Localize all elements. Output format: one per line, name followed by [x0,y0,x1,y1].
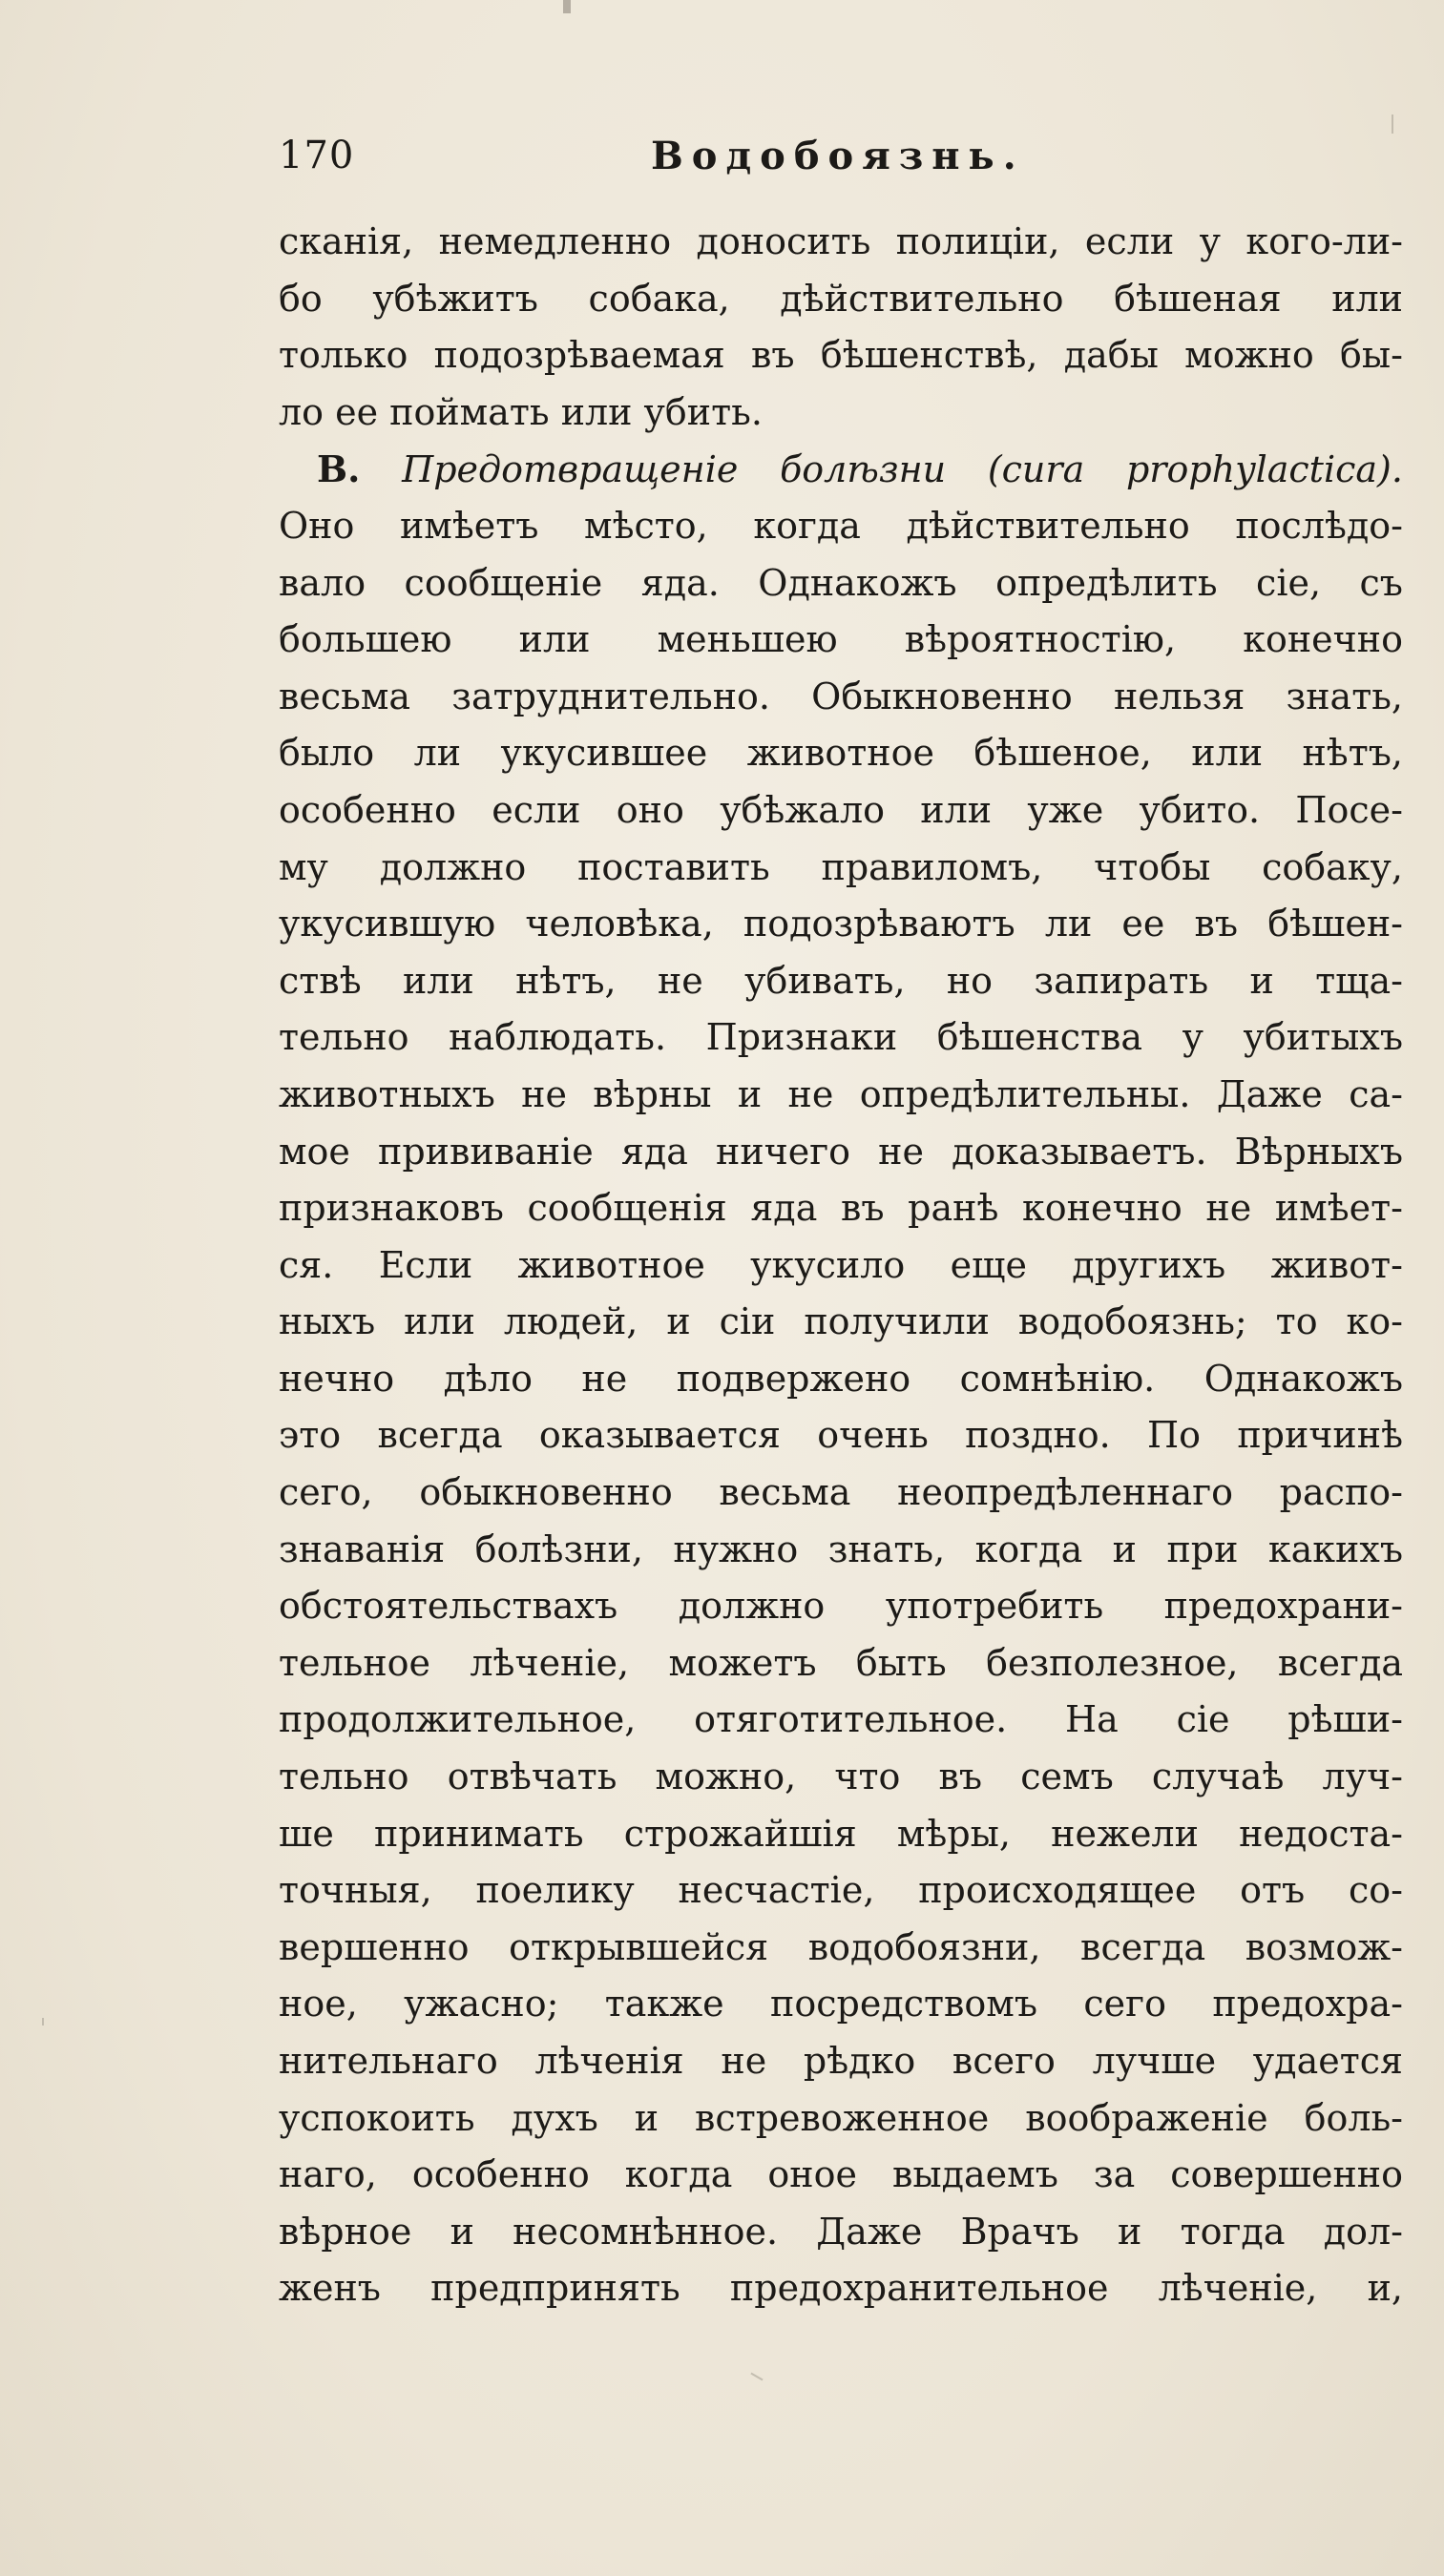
text-line: ся. Если животное укусило еще другихъ живот- [279,1243,1403,1286]
section-title: Предотвращеніе болѣзни [402,448,947,491]
section-letter: В. [317,447,361,491]
paper-speck [563,0,571,13]
text-line: только подозрѣваемая въ бѣшенствѣ, дабы можно бы- [279,334,1403,377]
text-line: ло ее поймать или убить. [279,390,763,433]
running-head: Водобоязнь. [651,134,1025,178]
text-line: ше принимать строжайшія мѣры, нежели недоста- [279,1812,1403,1855]
text-line: знаванія болѣзни, нужно знать, когда и при какихъ [279,1527,1403,1570]
text-line: тельно отвѣчать можно, что въ семъ случаѣ луч- [279,1755,1403,1798]
text-line: сего, обыкновенно весьма неопредѣленнаго распо- [279,1471,1403,1514]
paper-speck [1392,114,1393,134]
text-line: точныя, поелику несчастіе, происходящее отъ со- [279,1869,1403,1912]
text-line: ствѣ или нѣтъ, не убивать, но запирать и тща- [279,959,1403,1002]
text-line: особенно если оно убѣжало или уже убито. Посе- [279,788,1403,831]
text-line: наго, особенно когда оное выдаемъ за совершенно [279,2153,1403,2196]
text-line: было ли укусившее животное бѣшеное, или нѣтъ, [279,732,1403,775]
text-line: продолжительное, отяготительное. На сіе рѣши- [279,1698,1403,1741]
text-line: нительнаго лѣченія не рѣдко всего лучше удается [279,2040,1403,2082]
text-line: обстоятельствахъ должно употребить предохрани- [279,1585,1403,1628]
text-line: успокоить духъ и встревоженное воображеніе боль- [279,2096,1403,2139]
text-line: вершенно открывшейся водобоязни, всегда возмож- [279,1925,1403,1968]
text-line: укусившую человѣка, подозрѣваютъ ли ее въ бѣшен- [279,903,1403,945]
paper-speck [750,2373,763,2381]
text-line: животныхъ не вѣрны и не опредѣлительны. Даже са- [279,1072,1403,1115]
text-line: тельно наблюдать. Признаки бѣшенства у убитыхъ [279,1016,1403,1059]
text-line: большею или меньшею вѣроятностію, конечно [279,618,1403,661]
text-line: вало сообщеніе яда. Однакожъ опредѣлить сіе, съ [279,561,1403,604]
text-line: это всегда оказывается очень поздно. По причинѣ [279,1414,1403,1457]
text-line: Оно имѣетъ мѣсто, когда дѣйствительно послѣдо- [279,504,1403,547]
text-line: тельное лѣченіе, можетъ быть безполезное, всегда [279,1641,1403,1684]
text-line: бо убѣжитъ собака, дѣйствительно бѣшеная или [279,277,1403,320]
paper-speck [42,2018,44,2025]
text-line: му должно поставить правиломъ, чтобы собаку, [279,845,1403,888]
section-latin: (cura prophylactica). [987,448,1403,491]
text-line: нечно дѣло не подвержено сомнѣнію. Однакожъ [279,1357,1403,1400]
text-line: женъ предпринять предохранительное лѣченіе, и, [279,2267,1403,2310]
page-number: 170 [279,134,355,177]
text-line: признаковъ сообщенія яда въ ранѣ конечно не имѣет- [279,1187,1403,1230]
text-line: весьма затруднительно. Обыкновенно нельзя знать, [279,675,1403,717]
text-line: ное, ужасно; также посредствомъ сего предохра- [279,1983,1403,2025]
text-line: ныхъ или людей, и сіи получили водобоязнь; то ко- [279,1300,1403,1343]
text-line: мое прививаніе яда ничего не доказываетъ. Вѣрныхъ [279,1130,1403,1173]
page-header [279,134,1405,191]
body-text [279,214,1403,2317]
text-line: вѣрное и несомнѣнное. Даже Врачъ и тогда дол- [279,2210,1403,2253]
text-line: сканія, немедленно доносить полиціи, если у кого-ли- [279,220,1403,262]
section-heading [279,441,1403,498]
